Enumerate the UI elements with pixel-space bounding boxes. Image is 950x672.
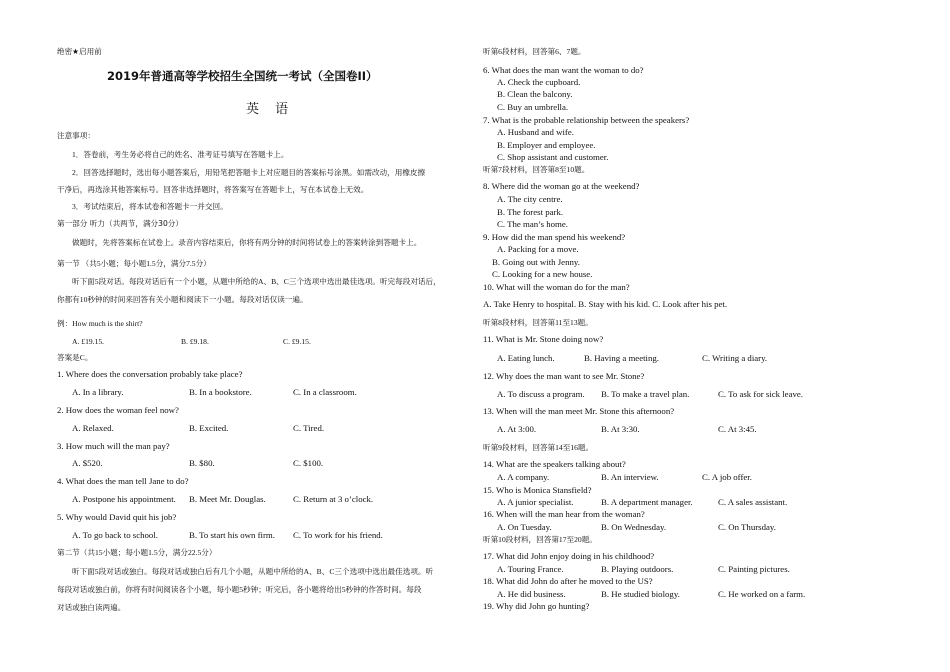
example-answer: 答案是C。 [57,353,93,362]
question-3: 3. How much will the man pay? [57,441,170,451]
material-8-label: 听第8段材料，回答第11至13题。 [483,318,593,327]
q11-option-a: A. Eating lunch. [497,353,555,363]
q11-option-b: B. Having a meeting. [584,353,660,363]
q17-option-a: A. Touring France. [497,564,564,574]
q3-option-c: C. $100. [293,458,324,468]
notice-item-1: 1．答卷前，考生务必将自己的姓名、准考证号填写在答题卡上。 [72,150,289,159]
question-1: 1. Where does the conversation probably take place? [57,369,243,379]
example-option-a: A. £19.15. [72,337,105,346]
notice-item-3: 3．考试结束后，将本试卷和答题卡一并交回。 [72,202,228,211]
question-18: 18. What did John do after he moved to the US? [483,576,653,586]
question-15: 15. Who is Monica Stansfield? [483,485,592,495]
q18-option-b: B. He studied biology. [601,589,680,599]
q12-option-b: B. To make a travel plan. [601,389,690,399]
q9-option-c: C. Looking for a new house. [492,269,593,279]
subject-title: 英 语 [246,102,295,117]
q14-option-b: B. An interview. [601,472,659,482]
q10-options: A. Take Henry to hospital. B. Stay with his kid. C. Look after his pet. [483,299,728,309]
section2-directions: 听下面5段对话或独白。每段对话或独白后有几个小题，从题中所给的A、B、C三个选项中选出最佳选项。听 [72,567,434,576]
q16-option-c: C. On Thursday. [718,522,776,532]
q2-option-c: C. Tired. [293,423,325,433]
section1-heading: 第一节 （共5小题；每小题1.5分，满分7.5分） [57,259,211,268]
question-6: 6. What does the man want the woman to do? [483,65,644,75]
question-2: 2. How does the woman feel now? [57,405,179,415]
confidential-label: 绝密★启用前 [57,47,102,56]
q5-option-b: B. To start his own firm. [189,530,275,540]
q12-option-a: A. To discuss a program. [497,389,585,399]
q15-option-b: B. A department manager. [601,497,693,507]
material-7-label: 听第7段材料，回答第8至10题。 [483,165,590,174]
q17-option-c: C. Painting pictures. [718,564,790,574]
question-17: 17. What did John enjoy doing in his childhood? [483,551,655,561]
q15-option-c: C. A sales assistant. [718,497,788,507]
q5-option-c: C. To work for his friend. [293,530,383,540]
q4-option-a: A. Postpone his appointment. [72,494,176,504]
q13-option-a: A. At 3:00. [497,424,537,434]
example-option-c: C. £9.15. [283,337,311,346]
question-11: 11. What is Mr. Stone doing now? [483,334,604,344]
q3-option-b: B. $80. [189,458,215,468]
q8-option-a: A. The city centre. [497,194,563,204]
q13-option-c: C. At 3:45. [718,424,757,434]
q16-option-a: A. On Tuesday. [497,522,552,532]
question-14: 14. What are the speakers talking about? [483,459,626,469]
question-4: 4. What does the man tell Jane to do? [57,476,189,486]
section1-directions: 听下面5段对话。每段对话后有一个小题，从题中所给的A、B、C三个选项中选出最佳选项。听完每段对话后， [72,277,441,286]
q16-option-b: B. On Wednesday. [601,522,667,532]
material-10-label: 听第10段材料，回答第17至20题。 [483,535,597,544]
q1-option-a: A. In a library. [72,387,124,397]
question-19: 19. Why did John go hunting? [483,601,590,611]
question-13: 13. When will the man meet Mr. Stone this afternoon? [483,406,675,416]
q14-option-a: A. A company. [497,472,550,482]
section1-directions-cont: 你都有10秒钟的时间来回答有关小题和阅读下一小题。每段对话仅读一遍。 [57,295,308,304]
q4-option-b: B. Meet Mr. Douglas. [189,494,266,504]
q15-option-a: A. A junior specialist. [497,497,574,507]
part1-heading: 第一部分 听力（共两节，满分30分） [57,219,183,228]
q12-option-c: C. To ask for sick leave. [718,389,803,399]
q1-option-b: B. In a bookstore. [189,387,252,397]
example-question: 例：How much is the shirt? [57,319,143,328]
q1-option-c: C. In a classroom. [293,387,357,397]
exam-title: 2019年普通高等学校招生全国统一考试（全国卷II） [107,69,378,83]
q2-option-a: A. Relaxed. [72,423,114,433]
question-8: 8. Where did the woman go at the weekend? [483,181,640,191]
question-9: 9. How did the man spend his weekend? [483,232,626,242]
question-7: 7. What is the probable relationship between the speakers? [483,115,690,125]
question-12: 12. Why does the man want to see Mr. Stone? [483,371,645,381]
q2-option-b: B. Excited. [189,423,229,433]
q5-option-a: A. To go back to school. [72,530,158,540]
q4-option-c: C. Return at 3 o’clock. [293,494,374,504]
q14-option-c: C. A job offer. [702,472,752,482]
q13-option-b: B. At 3:30. [601,424,640,434]
material-6-label: 听第6段材料，回答第6、7题。 [483,47,586,56]
q7-option-c: C. Shop assistant and customer. [497,152,609,162]
question-16: 16. When will the man hear from the woman? [483,509,645,519]
q11-option-c: C. Writing a diary. [702,353,768,363]
q8-option-b: B. The forest park. [497,207,564,217]
section2-directions-2: 每段对话或独白前，你将有时间阅读各个小题，每小题5秒钟；听完后，各小题将给出5秒钟的作答时间。每段 [57,585,422,594]
q18-option-a: A. He did business. [497,589,566,599]
question-10: 10. What will the woman do for the man? [483,282,630,292]
q3-option-a: A. $520. [72,458,103,468]
q6-option-a: A. Check the cupboard. [497,77,581,87]
notice-item-2: 2．回答选择题时，选出每小题答案后，用铅笔把答题卡上对应题目的答案标号涂黑。如需改动，用橡皮擦 [72,168,426,177]
q6-option-b: B. Clean the balcony. [497,89,573,99]
q17-option-b: B. Playing outdoors. [601,564,674,574]
q9-option-a: A. Packing for a move. [497,244,579,254]
material-9-label: 听第9段材料，回答第14至16题。 [483,443,594,452]
section2-directions-3: 对话或独白读两遍。 [57,603,126,612]
notice-heading: 注意事项： [57,131,95,140]
question-5: 5. Why would David quit his job? [57,512,177,522]
example-option-b: B. £9.18. [181,337,209,346]
notice-item-2-cont: 干净后，再选涂其他答案标号。回答非选择题时，将答案写在答题卡上，写在本试卷上无效。 [57,185,369,194]
q18-option-c: C. He worked on a farm. [718,589,806,599]
q9-option-b: B. Going out with Jenny. [492,257,580,267]
q8-option-c: C. The man’s home. [497,219,568,229]
part1-intro: 做题时，先将答案标在试卷上。录音内容结束后，你将有两分钟的时间将试卷上的答案转涂到答题卡上。 [72,238,422,247]
q7-option-a: A. Husband and wife. [497,127,574,137]
q7-option-b: B. Employer and employee. [497,140,596,150]
section2-heading: 第二节（共15小题；每小题1.5分，满分22.5分） [57,548,217,557]
q6-option-c: C. Buy an umbrella. [497,102,569,112]
